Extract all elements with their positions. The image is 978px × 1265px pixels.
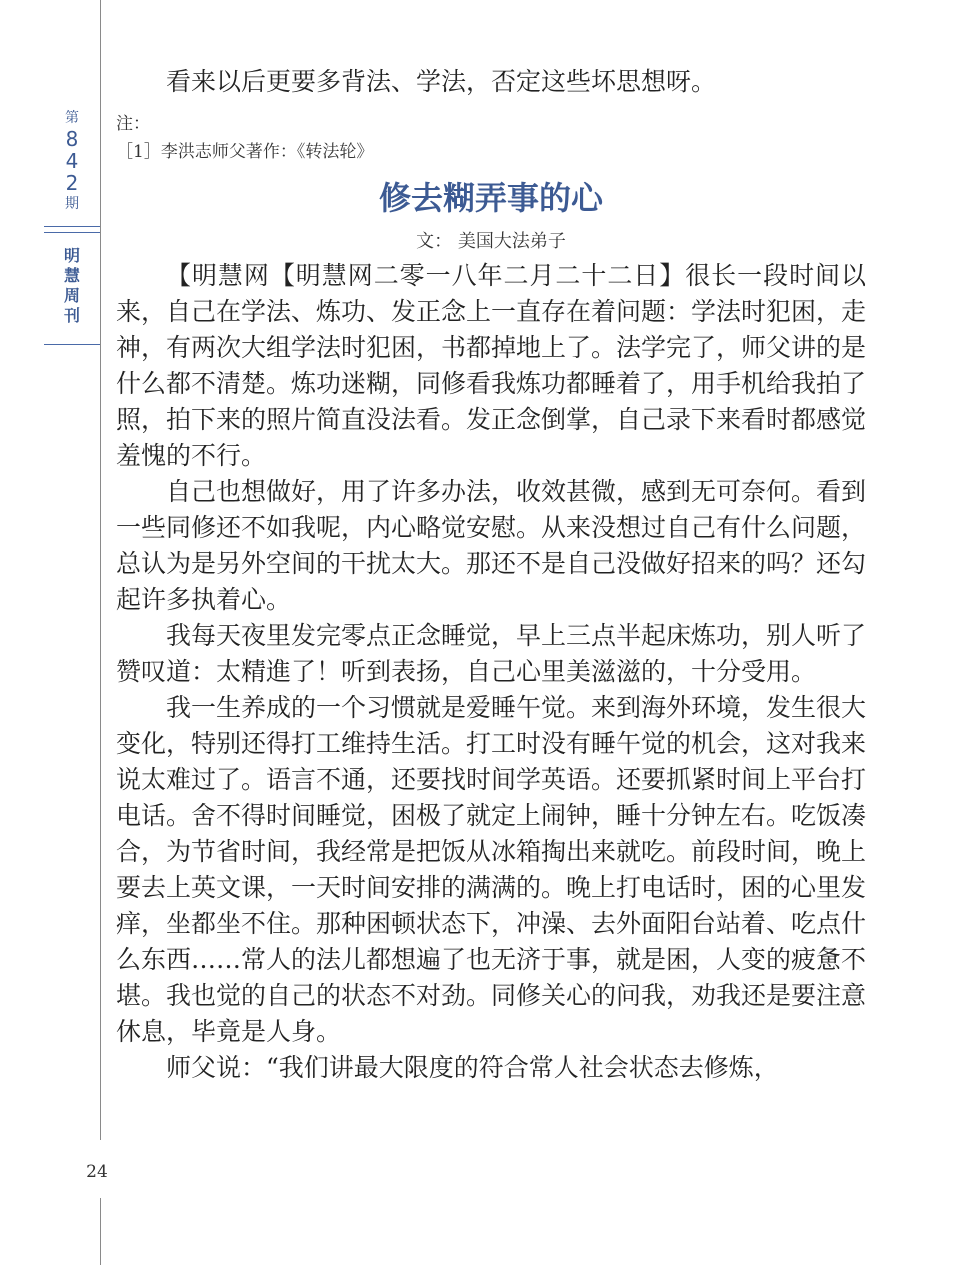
- article-paragraph: 自己也想做好，用了许多办法，收效甚微，感到无可奈何。看到一些同修还不如我呢，内心略觉安慰。从来没想过自己有什么问题，总认为是另外空间的干扰太大。那还不是自己没做好招来的吗？还勾起许多执着心。: [116, 477, 867, 614]
- page-content: [116, 64, 866, 1086]
- page-number: 24: [86, 1162, 108, 1182]
- note-item: ［1］李洪志师父著作：《转法轮》: [116, 142, 374, 162]
- article-byline: 文： 美国大法弟子: [416, 231, 566, 252]
- article-title: 修去糊弄事的心: [378, 179, 603, 217]
- prev-article-last-paragraph: 看来以后更要多背法、学法，否定这些坏思想呀。: [166, 67, 717, 96]
- sidebar-divider: [44, 226, 100, 227]
- margin-rule-bottom: [100, 1198, 101, 1265]
- sidebar-divider: [44, 232, 100, 233]
- sidebar-divider: [44, 344, 100, 345]
- note-label: 注：: [116, 114, 150, 134]
- margin-rule-top: [100, 0, 101, 1140]
- article-paragraph: 我一生养成的一个习惯就是爱睡午觉。来到海外环境，发生很大变化，特别还得打工维持生活。打工时没有睡午觉的机会，这对我来说太难过了。语言不通，还要找时间学英语。还要抓紧时间上平台打电话。舍不得时间睡觉，困极了就定上闹钟，睡十分钟左右。吃饭凑合，为节省时间，我经常是把饭从冰箱掏出来就吃。前段时间，晚上要去上英文课，一天时间安排的满满的。晚上打电话时，困的心里发痒，坐都坐不住。那种困顿状态下，冲澡、去外面阳台站着、吃点什么东西……常人的法儿都想遍了也无济于事，就是困，人变的疲惫不堪。我也觉的自己的状态不对劲。同修关心的问我，劝我还是要注意休息，毕竟是人身。: [116, 693, 867, 1046]
- issue-number: 第 8 4 2 期: [65, 110, 79, 212]
- article-paragraph: 我每天夜里发完零点正念睡觉，早上三点半起床炼功，别人听了赞叹道：太精進了！听到表扬，自己心里美滋滋的，十分受用。: [116, 621, 867, 686]
- magazine-name: 明 慧 周 刊: [63, 246, 80, 325]
- article-paragraph: 师父说：“我们讲最大限度的符合常人社会状态去修炼，: [166, 1053, 779, 1082]
- article-paragraph: 【明慧网【明慧网二零一八年二月二十二日】很长一段时间以来，自己在学法、炼功、发正念上一直存在着问题：学法时犯困，走神，有两次大组学法时犯困，书都掉地上了。法学完了，师父讲的是什么都不清楚。炼功迷糊，同修看我炼功都睡着了，用手机给我拍了照，拍下来的照片简直没法看。发正念倒掌，自己录下来看时都感觉羞愧的不行。: [116, 261, 867, 470]
